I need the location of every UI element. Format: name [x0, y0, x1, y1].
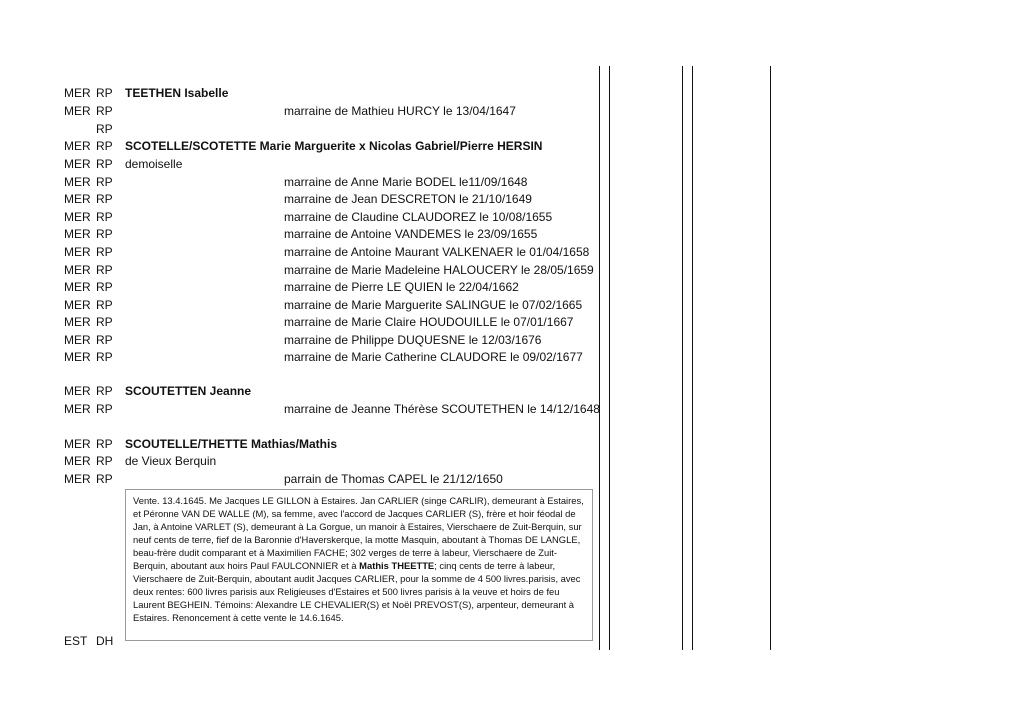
note-text-start: Vente. 13.4.1645. Me Jacques LE GILLON à Estaires. Jan CARLIER (singe CARLIR), demeurant à Estaires, et Péronne VAN DE WALLE (M), sa femme, avec l'accord de Jacques CARLIER (S), frère et hoir féodal de Jan, à Antoine VARLET (S), demeurant à La Gorgue, un manoir à Estaires, Vierschaere de Zuit-Berquin, sur neuf cents de terre, fief de la Baronnie d'Haverskerque, la motte Masquin, aboutant à Thomas DE LANGLE, beau-frère dudit comparant et à Maximilien FACHE; 302 verges de terre à labeur, Vierschaere de Zuit-Berquin, aboutant aux hoirs Paul FAULCONNIER et à — [133, 495, 584, 571]
record-type: RP — [96, 245, 113, 259]
record-code: MER — [64, 263, 91, 277]
record-code: MER — [64, 227, 91, 241]
column-rule — [692, 66, 693, 650]
record-type: RP — [96, 384, 113, 398]
record-event: marraine de Marie Madeleine HALOUCERY le 28/05/1659 — [284, 263, 594, 277]
note-text-end: ; cinq cents de terre à labeur, Vierschaere de Zuit-Berquin, aboutant audit Jacques CARLIER, pour la somme de 4 500 livres.parisis, avec deux rentes: 600 livres parisis aux Religieuses d'Estaires et 500 livres parisis à la veuve et hoirs de feu Laurent BEGHEIN. Témoins: Alexandre LE CHEVALIER(S) et Noël PREVOST(S), arpenteur, demeurant à Estaires. Renoncement à cette vente le 14.6.1645. — [133, 560, 581, 623]
record-type: RP — [96, 402, 113, 416]
record-event: marraine de Claudine CLAUDOREZ le 10/08/1655 — [284, 210, 553, 224]
record-event: marraine de Marie Catherine CLAUDORE le 09/02/1677 — [284, 350, 583, 364]
record-event: marraine de Anne Marie BODEL le11/09/1648 — [284, 175, 528, 189]
record-type: RP — [96, 454, 113, 468]
record-event: marraine de Marie Claire HOUDOUILLE le 07/01/1667 — [284, 315, 574, 329]
record-person: SCOUTETTEN Jeanne — [125, 384, 252, 398]
record-code: MER — [64, 472, 91, 486]
column-rule — [599, 66, 600, 650]
record-code: MER — [64, 157, 91, 171]
record-code: MER — [64, 350, 91, 364]
sale-note-box — [125, 489, 593, 641]
record-type: RP — [96, 86, 113, 100]
record-code: MER — [64, 384, 91, 398]
record-event: marraine de Jean DESCRETON le 21/10/1649 — [284, 192, 532, 206]
record-event: marraine de Antoine Maurant VALKENAER le 01/04/1658 — [284, 245, 590, 259]
record-type: RP — [96, 472, 113, 486]
record-type: RP — [96, 227, 113, 241]
record-event: parrain de Thomas CAPEL le 21/12/1650 — [284, 472, 503, 486]
record-code: EST — [64, 634, 88, 648]
record-type: RP — [96, 175, 113, 189]
record-type: RP — [96, 122, 113, 136]
record-type: RP — [96, 192, 113, 206]
record-event: marraine de Jeanne Thérèse SCOUTETHEN le 14/12/1648 — [284, 402, 600, 416]
record-code: MER — [64, 454, 91, 468]
record-person: TEETHEN Isabelle — [125, 86, 229, 100]
record-type: RP — [96, 139, 113, 153]
record-type: RP — [96, 157, 113, 171]
record-event: marraine de Antoine VANDEMES le 23/09/1655 — [284, 227, 538, 241]
record-code: MER — [64, 333, 91, 347]
column-rule — [609, 66, 610, 650]
record-code: MER — [64, 210, 91, 224]
record-type: RP — [96, 210, 113, 224]
record-code: MER — [64, 280, 91, 294]
record-code: MER — [64, 104, 91, 118]
column-rule — [682, 66, 683, 650]
record-code: MER — [64, 86, 91, 100]
record-event: marraine de Philippe DUQUESNE le 12/03/1676 — [284, 333, 542, 347]
note-highlight-name: Mathis THEETTE — [359, 560, 435, 571]
record-code: MER — [64, 245, 91, 259]
record-type: RP — [96, 437, 113, 451]
record-code: MER — [64, 315, 91, 329]
record-type: RP — [96, 298, 113, 312]
record-person: SCOTELLE/SCOTETTE Marie Marguerite x Nicolas Gabriel/Pierre HERSIN — [125, 139, 543, 153]
record-type: RP — [96, 350, 113, 364]
record-event: marraine de Pierre LE QUIEN le 22/04/1662 — [284, 280, 519, 294]
record-code: MER — [64, 437, 91, 451]
record-type: RP — [96, 280, 113, 294]
record-code: MER — [64, 298, 91, 312]
record-code: MER — [64, 139, 91, 153]
record-person: demoiselle — [125, 157, 183, 171]
record-person: SCOUTELLE/THETTE Mathias/Mathis — [125, 437, 338, 451]
record-type: RP — [96, 315, 113, 329]
record-code: MER — [64, 175, 91, 189]
record-type: DH — [96, 634, 114, 648]
record-code: MER — [64, 402, 91, 416]
record-type: RP — [96, 263, 113, 277]
record-person: de Vieux Berquin — [125, 454, 217, 468]
record-event: marraine de Marie Marguerite SALINGUE le 07/02/1665 — [284, 298, 583, 312]
record-event: marraine de Mathieu HURCY le 13/04/1647 — [284, 104, 516, 118]
record-code: MER — [64, 192, 91, 206]
record-type: RP — [96, 104, 113, 118]
record-type: RP — [96, 333, 113, 347]
column-rule — [770, 66, 771, 650]
